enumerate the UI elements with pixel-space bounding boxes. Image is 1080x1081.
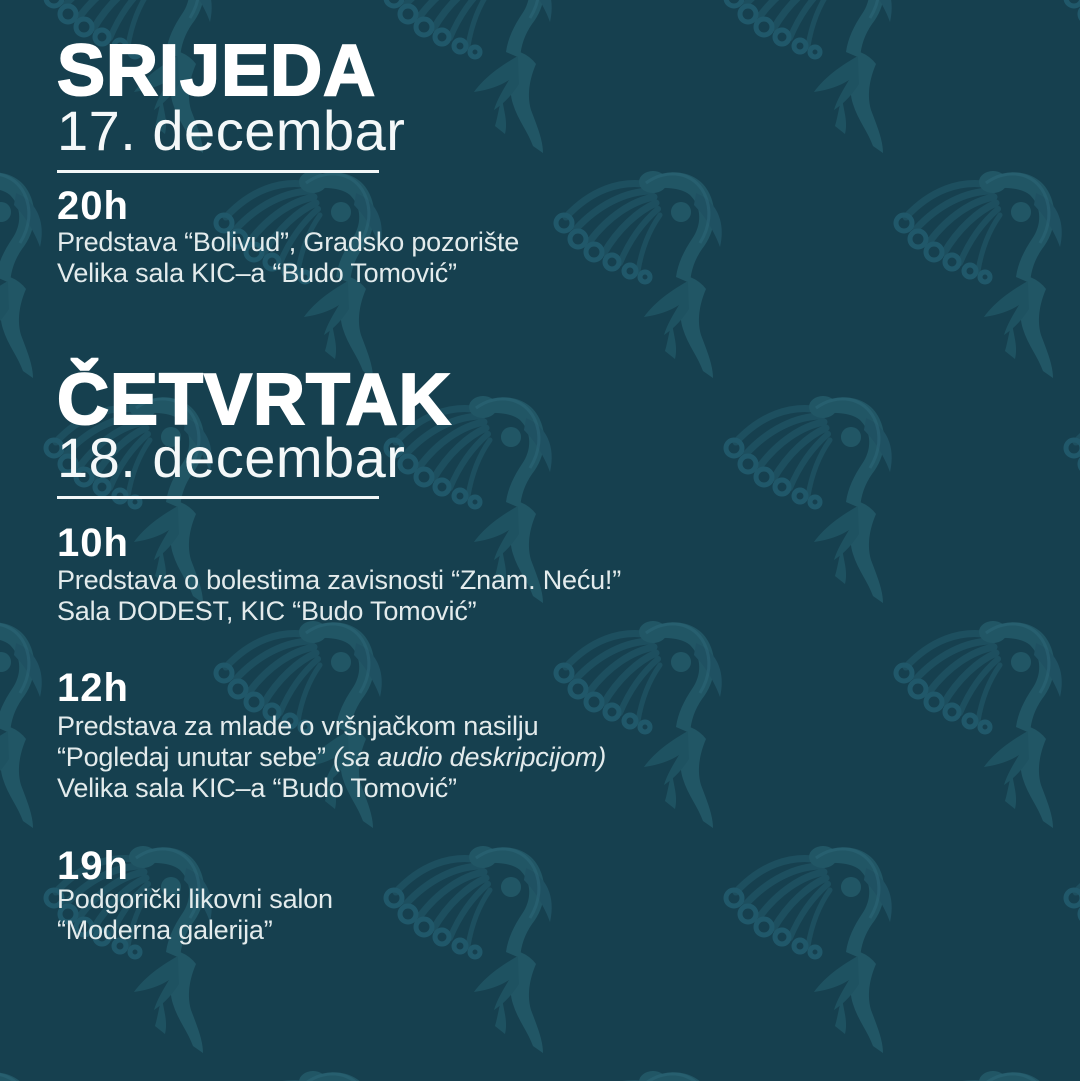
event-line-text: Predstava “Bolivud”, Gradsko pozorište: [57, 227, 520, 257]
event-line: [57, 596, 621, 627]
event-line-text: Podgorički likovni salon: [57, 884, 333, 914]
event-details-12h: [57, 711, 606, 804]
event-line-text: Velika sala KIC–a “Budo Tomović”: [57, 258, 457, 288]
divider-line: [57, 170, 379, 173]
event-time-19h: 19h: [57, 844, 129, 888]
event-time-12h: 12h: [57, 666, 129, 710]
event-line-text: “Moderna galerija”: [57, 915, 273, 945]
event-line: [57, 915, 333, 946]
event-line-text: Predstava za mlade o vršnjačkom nasilju: [57, 711, 539, 741]
event-line: [57, 711, 606, 742]
day-heading-srijeda: SRIJEDA: [57, 31, 377, 111]
event-details-19h: [57, 884, 333, 946]
event-details-10h: [57, 565, 621, 627]
event-line-text: Sala DODEST, KIC “Budo Tomović”: [57, 596, 477, 626]
divider-line: [57, 496, 379, 499]
event-line: [57, 227, 519, 258]
event-line: [57, 258, 519, 289]
event-line-text: Predstava o bolestima zavisnosti “Znam. Neću!”: [57, 565, 622, 595]
event-time-20h: 20h: [57, 184, 129, 228]
event-line: [57, 742, 606, 773]
event-line-text: Velika sala KIC–a “Budo Tomović”: [57, 773, 457, 803]
event-line: [57, 884, 333, 915]
day-heading-cetvrtak: ČETVRTAK: [57, 360, 452, 440]
event-line-text: “Pogledaj unutar sebe”: [57, 742, 334, 772]
day-date-17-decembar: 17. decembar: [57, 99, 406, 162]
event-line-italic-note: (sa audio deskripcijom): [333, 742, 607, 772]
event-time-10h: 10h: [57, 521, 129, 565]
event-line: [57, 773, 606, 804]
event-line: [57, 565, 621, 596]
event-details-20h: [57, 227, 519, 289]
day-date-18-decembar: 18. decembar: [57, 426, 406, 489]
